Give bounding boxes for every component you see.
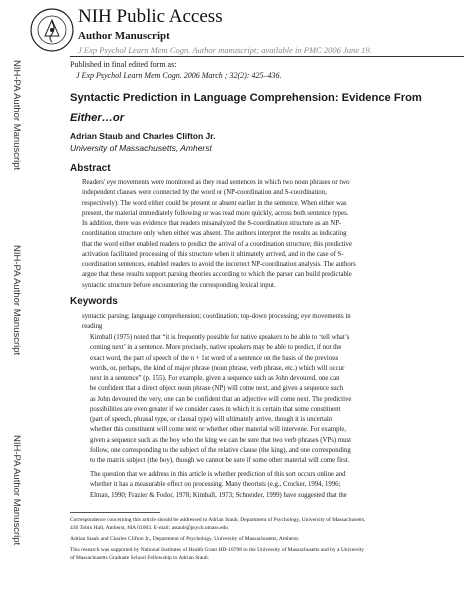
abstract-line: coordination sentences, enabled readers to avoid the incorrect NP-coordination analysis. The authors — [82, 261, 356, 268]
body-line: The question that we address in this article is whether prediction of this sort occurs online and — [90, 471, 346, 478]
nih-seal-logo — [30, 8, 74, 52]
keywords-line: syntactic parsing; language comprehension; coordination; top-down processing; eye movements in — [82, 313, 351, 320]
abstract-line: respectively). The word either could be present or absent earlier in the sentence. When either was — [82, 199, 347, 207]
article-affiliation: University of Massachusetts, Amherst — [70, 143, 212, 153]
footnote-line: This research was supported by National Institutes of Health Grant HD-18708 to the University of Massachusetts and by a University — [70, 547, 365, 553]
nih-pa-sidebar — [8, 60, 22, 605]
footnote-line: Adrian Staub and Charles Clifton Jr., Department of Psychology, University of Massachusetts, Amherst. — [70, 536, 300, 542]
body-line: words, or, perhaps, the kind of major phrase (noun phrase, verb phrase, etc.) which will occur — [90, 364, 345, 372]
body-paragraph-2 — [90, 470, 347, 501]
body-line: coming next’ in a sentence. More precisely, native speakers may be able to predict, if not the — [90, 344, 342, 352]
footnote-affiliation — [70, 535, 299, 543]
body-line: possibilities are even greater if we consider cases in which it is certain that some constituent — [90, 405, 341, 413]
abstract-line: activation facilitated processing of this structure when it ultimately arrived, and in the case of S- — [82, 250, 344, 258]
header-divider — [70, 56, 464, 57]
journal-citation: J Exp Psychol Learn Mem Cogn. Author manuscript; available in PMC 2006 June 19. — [78, 45, 372, 55]
body-line: be confident that a direct object noun phrase (NP) will come next, and given a sequence such — [90, 385, 344, 393]
footnote-grant — [70, 546, 364, 562]
abstract-line: present, the material immediately following or was read more quickly, across both sentence types. — [82, 209, 349, 217]
article-authors: Adrian Staub and Charles Clifton Jr. — [70, 131, 216, 141]
body-line: as John devoured the very, one can be confident that an adjective will come next. The predictive — [90, 395, 352, 403]
body-line: next in a sentence” (p. 155). For example, given a sequence such as John devoured, one can — [90, 375, 340, 382]
published-reference: J Exp Psychol Learn Mem Cogn. 2006 March ; 32(2): 425–436. — [76, 71, 282, 80]
body-line: whether this constituent will come next or whether other material will intervene. For example, — [90, 426, 347, 434]
body-line: Kimball (1975) noted that “it is frequently possible for native speakers to be able to ‘tell what’s — [90, 334, 350, 341]
abstract-line: coordination structure only when either was absent. The authors interpret the results as indicating — [82, 230, 347, 238]
body-line: follow, one corresponding to the subject of the relative clause (the king), and one corresponding — [90, 446, 351, 454]
footnote-correspondence — [70, 516, 365, 532]
article-title-tail: Either…or — [70, 112, 125, 124]
footnote-line: Correspondence concerning this article should be addressed to Adrian Staub, Department of Psychology, University of Massachusetts, — [70, 517, 366, 523]
keywords-heading: Keywords — [70, 296, 118, 307]
abstract-line: independent clauses were connected by the word or (NP-coordination and S-coordination, — [82, 189, 327, 197]
body-line: whether it has a measurable effect on processing. Many theorists (e.g., Crocker, 1994, 1996; — [90, 481, 341, 489]
abstract-line: In addition, there was evidence that readers misanalyzed the S-coordination structure as an NP- — [82, 220, 342, 227]
sidebar-label: NIH-PA Author Manuscript — [11, 60, 22, 171]
author-manuscript-label: Author Manuscript — [78, 30, 170, 42]
abstract-line: that the word either enabled readers to predict the arrival of a coordination structure; this predictive — [82, 240, 353, 248]
abstract-body — [82, 178, 356, 291]
body-line: exact word, the part of speech of the n + 1st word of a sentence on the basis of the previous — [90, 354, 339, 362]
article-title-main: Syntactic Prediction in Language Comprehension: Evidence From — [70, 92, 422, 104]
abstract-line: argue that these results support parsing theories according to which the parser can build predictable — [82, 271, 352, 279]
keywords-line: reading — [82, 323, 103, 331]
abstract-heading: Abstract — [70, 163, 111, 174]
published-label: Published in final edited form as: — [70, 60, 177, 69]
body-line: Elman, 1990; Frazier & Fodor, 1978; Kimball, 1973; Schneider, 1999) have suggested that the — [90, 491, 347, 499]
body-line: given a sequence such as the boy who the king we can be sure that two verb phrases (VPs) must — [90, 436, 352, 444]
footnote-line: of Massachusetts Graduate School Fellowship to Adrian Staub. — [70, 555, 210, 561]
keywords-body — [82, 312, 351, 333]
body-line: to the matrix subject (the boy), though we cannot be sure if some other material will come first. — [90, 457, 350, 464]
body-paragraph-1 — [90, 333, 351, 466]
article-title — [70, 88, 462, 128]
abstract-line: syntactic structure before encountering the corresponding lexical input. — [82, 281, 276, 289]
footnote-line: 436 Tobin Hall, Amherst, MA 01003. E-mail: astaub@psych.umass.edu — [70, 525, 228, 531]
abstract-line: Readers' eye movements were monitored as they read sentences in which two noun phrases or two — [82, 179, 350, 186]
body-line: (part of speech, phrasal type, or clausal type) will ultimately arrive, though it is uncertain — [90, 416, 333, 423]
sidebar-label: NIH-PA Author Manuscript — [11, 435, 22, 546]
nih-public-access-title: NIH Public Access — [78, 6, 223, 27]
sidebar-label: NIH-PA Author Manuscript — [11, 245, 22, 356]
footnote-divider — [70, 512, 160, 513]
